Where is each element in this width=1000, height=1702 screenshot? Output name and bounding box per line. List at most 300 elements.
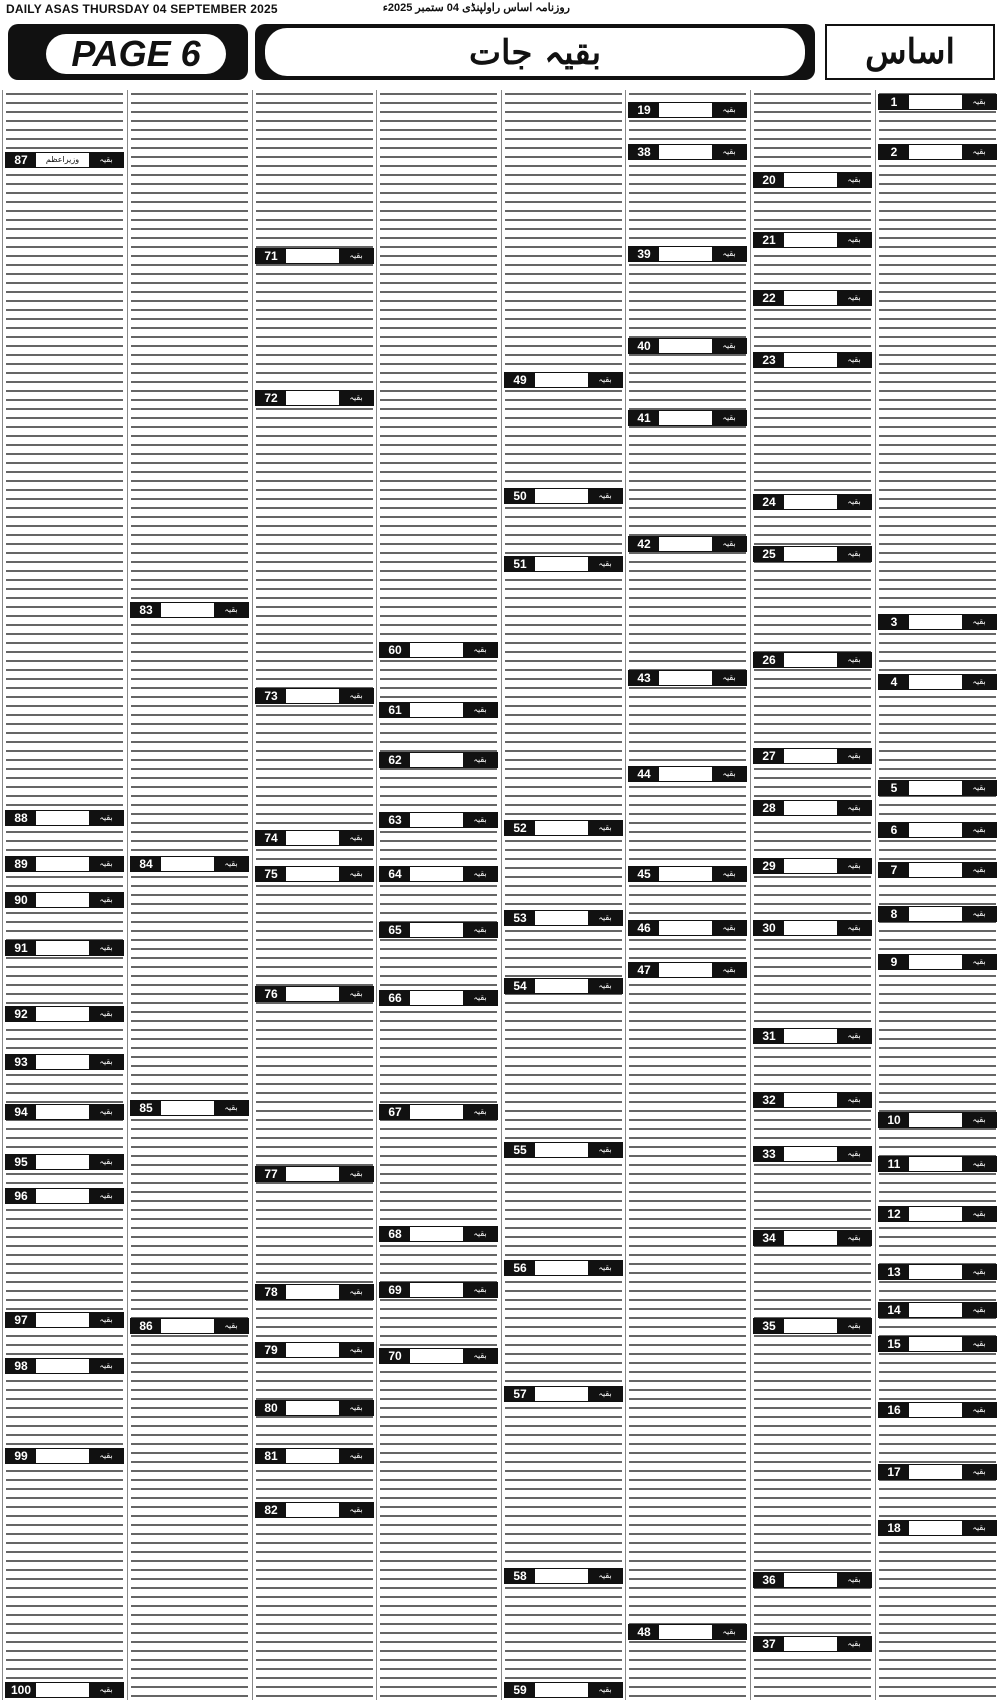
- continuation-number: 88: [6, 811, 36, 825]
- continuation-badge: [837, 1093, 871, 1107]
- continuation-number: 27: [754, 749, 784, 763]
- continuation-heading: [539, 1261, 584, 1275]
- continuation-word: بقیہ: [847, 497, 861, 506]
- continuation-tag: [753, 748, 872, 764]
- continuation-tag: [628, 766, 747, 782]
- continuation-word: بقیہ: [598, 981, 612, 990]
- continuation-tag: [5, 1188, 124, 1204]
- continuation-heading: [788, 921, 833, 935]
- continuation-heading: [913, 1113, 958, 1127]
- continuation-word: بقیہ: [598, 823, 612, 832]
- continuation-tag: [753, 232, 872, 248]
- continuation-tag: [504, 820, 623, 836]
- continuation-word: بقیہ: [224, 605, 238, 614]
- continuation-tag: [628, 144, 747, 160]
- continuation-tag: [504, 1260, 623, 1276]
- continuation-badge: [463, 991, 497, 1005]
- continuation-heading: [663, 767, 708, 781]
- continuation-word: بقیہ: [473, 1229, 487, 1238]
- body-text-lines: [131, 90, 248, 1700]
- continuation-badge: [339, 867, 373, 881]
- continuation-badge: [339, 987, 373, 1001]
- continuation-tag: [504, 1142, 623, 1158]
- continuation-number: 57: [505, 1387, 535, 1401]
- continuation-word: بقیہ: [99, 895, 113, 904]
- continuation-badge: [339, 1503, 373, 1517]
- continuation-badge: [588, 1387, 622, 1401]
- continuation-word: بقیہ: [473, 1107, 487, 1116]
- continuation-badge: [837, 495, 871, 509]
- continuation-badge: [463, 703, 497, 717]
- continuation-badge: [962, 863, 996, 877]
- continuation-badge: [339, 1449, 373, 1463]
- text-column: [501, 90, 625, 1700]
- continuation-word: بقیہ: [598, 375, 612, 384]
- continuation-tag: [504, 1682, 623, 1698]
- continuation-badge: [962, 1207, 996, 1221]
- continuation-word: بقیہ: [847, 175, 861, 184]
- continuation-heading: [539, 1143, 584, 1157]
- continuation-number: 1: [879, 95, 909, 109]
- continuation-badge: [837, 921, 871, 935]
- continuation-number: 65: [380, 923, 410, 937]
- continuation-heading: [788, 749, 833, 763]
- continuation-badge: [463, 923, 497, 937]
- continuation-word: بقیہ: [224, 859, 238, 868]
- continuation-badge: [837, 749, 871, 763]
- continuation-tag: [753, 1572, 872, 1588]
- continuation-number: 91: [6, 941, 36, 955]
- continuation-heading: [165, 857, 210, 871]
- continuation-tag: [379, 752, 498, 768]
- continuation-heading: [913, 1207, 958, 1221]
- continuation-number: 31: [754, 1029, 784, 1043]
- continuation-number: 36: [754, 1573, 784, 1587]
- continuation-tag: [878, 906, 997, 922]
- continuation-tag: [379, 642, 498, 658]
- continuation-number: 90: [6, 893, 36, 907]
- continuation-number: 7: [879, 863, 909, 877]
- continuation-heading: [414, 991, 459, 1005]
- continuation-tag: [379, 1348, 498, 1364]
- continuation-number: 66: [380, 991, 410, 1005]
- continuation-badge: [89, 941, 123, 955]
- continuation-heading: [539, 557, 584, 571]
- continuation-badge: [463, 1227, 497, 1241]
- continuation-tag: [379, 866, 498, 882]
- continuation-tag: [628, 338, 747, 354]
- continuation-word: بقیہ: [847, 1095, 861, 1104]
- continuation-badge: [712, 1625, 746, 1639]
- continuation-number: 75: [256, 867, 286, 881]
- continuation-tag: [753, 352, 872, 368]
- continuation-heading: [788, 495, 833, 509]
- continuation-number: 15: [879, 1337, 909, 1351]
- text-column: [625, 90, 749, 1700]
- continuation-number: 44: [629, 767, 659, 781]
- continuation-word: بقیہ: [847, 655, 861, 664]
- continuation-tag: [255, 1284, 374, 1300]
- continuation-tag: [878, 1464, 997, 1480]
- continuation-tag: [255, 390, 374, 406]
- continuation-tag: [753, 920, 872, 936]
- continuation-tag: [255, 1448, 374, 1464]
- continuation-word: بقیہ: [473, 925, 487, 934]
- continuation-word: بقیہ: [473, 993, 487, 1002]
- continuation-number: 39: [629, 247, 659, 261]
- continuation-number: 50: [505, 489, 535, 503]
- continuation-tag: [5, 1682, 124, 1698]
- continuation-heading: [788, 859, 833, 873]
- continuation-word: بقیہ: [722, 673, 736, 682]
- continuation-heading: [913, 1521, 958, 1535]
- continuation-badge: [89, 857, 123, 871]
- continuation-heading: [913, 675, 958, 689]
- continuation-word: بقیہ: [847, 1639, 861, 1648]
- page-header: [0, 20, 1000, 90]
- continuation-badge: [712, 671, 746, 685]
- continuation-number: 45: [629, 867, 659, 881]
- continuation-badge: [962, 823, 996, 837]
- continuation-tag: [753, 494, 872, 510]
- continuation-word: بقیہ: [99, 943, 113, 952]
- continuation-number: 30: [754, 921, 784, 935]
- continuation-heading: [913, 1303, 958, 1317]
- body-text-lines: [879, 90, 996, 1700]
- continuation-badge: [962, 1465, 996, 1479]
- continuation-heading: [40, 1155, 85, 1169]
- continuation-tag: [753, 546, 872, 562]
- continuation-tag: [379, 702, 498, 718]
- section-title: بقیہ جات: [265, 28, 805, 76]
- continuation-word: بقیہ: [972, 1209, 986, 1218]
- continuation-number: 3: [879, 615, 909, 629]
- newspaper-logo: اساس: [825, 24, 995, 80]
- continuation-number: 95: [6, 1155, 36, 1169]
- continuation-tag: [255, 986, 374, 1002]
- continuation-badge: [712, 339, 746, 353]
- continuation-tag: [130, 1100, 249, 1116]
- continuation-word: بقیہ: [972, 1115, 986, 1124]
- continuation-heading: [663, 671, 708, 685]
- continuation-number: 76: [256, 987, 286, 1001]
- continuation-tag: [5, 940, 124, 956]
- continuation-badge: [837, 1319, 871, 1333]
- continuation-word: بقیہ: [349, 1287, 363, 1296]
- continuation-number: 14: [879, 1303, 909, 1317]
- continuation-word: بقیہ: [847, 1149, 861, 1158]
- continuation-tag: [504, 1568, 623, 1584]
- continuation-heading: [913, 1157, 958, 1171]
- continuation-word: بقیہ: [473, 755, 487, 764]
- continuation-number: 61: [380, 703, 410, 717]
- continuation-heading: [788, 1147, 833, 1161]
- continuation-badge: [89, 1155, 123, 1169]
- continuation-heading: [663, 921, 708, 935]
- continuation-badge: [89, 1105, 123, 1119]
- continuation-heading: [788, 353, 833, 367]
- continuation-heading: [414, 753, 459, 767]
- continuation-badge: [214, 603, 248, 617]
- continuation-number: 81: [256, 1449, 286, 1463]
- continuation-number: 52: [505, 821, 535, 835]
- continuation-badge: [837, 1231, 871, 1245]
- continuation-tag: [753, 1028, 872, 1044]
- continuation-tag: [753, 1230, 872, 1246]
- continuation-badge: [588, 1569, 622, 1583]
- continuation-word: بقیہ: [349, 989, 363, 998]
- continuation-badge: [89, 1683, 123, 1697]
- body-text-lines: [754, 90, 871, 1700]
- continuation-word: بقیہ: [847, 861, 861, 870]
- continuation-word: بقیہ: [349, 1345, 363, 1354]
- continuation-tag: [5, 892, 124, 908]
- continuation-heading: [913, 1465, 958, 1479]
- continuation-badge: [89, 893, 123, 907]
- continuation-tag: [379, 1226, 498, 1242]
- continuation-number: 17: [879, 1465, 909, 1479]
- continuation-tag: [753, 652, 872, 668]
- continuation-badge: [962, 907, 996, 921]
- continuation-tag: [628, 536, 747, 552]
- continuation-tag: [628, 866, 747, 882]
- continuation-number: 12: [879, 1207, 909, 1221]
- continuation-heading: [290, 867, 335, 881]
- continuation-word: بقیہ: [972, 1159, 986, 1168]
- continuation-heading: [290, 1401, 335, 1415]
- continuation-number: 24: [754, 495, 784, 509]
- continuation-tag: [878, 822, 997, 838]
- continuation-badge: [962, 1113, 996, 1127]
- continuation-badge: [214, 1101, 248, 1115]
- continuation-word: بقیہ: [349, 869, 363, 878]
- continuation-heading: [290, 831, 335, 845]
- continuation-heading: [913, 1265, 958, 1279]
- continuation-tag: [504, 556, 623, 572]
- continuation-word: بقیہ: [972, 617, 986, 626]
- continuation-heading: [40, 1683, 85, 1697]
- continuation-badge: [89, 1189, 123, 1203]
- continuation-number: 86: [131, 1319, 161, 1333]
- continuation-badge: [339, 391, 373, 405]
- continuation-heading: [788, 801, 833, 815]
- continuation-word: بقیہ: [972, 1267, 986, 1276]
- continuation-columns: [2, 90, 998, 1700]
- continuation-badge: [962, 1303, 996, 1317]
- continuation-tag: [255, 1502, 374, 1518]
- continuation-badge: [588, 557, 622, 571]
- continuation-number: 10: [879, 1113, 909, 1127]
- continuation-number: 73: [256, 689, 286, 703]
- continuation-heading: [40, 811, 85, 825]
- continuation-heading: [165, 1101, 210, 1115]
- continuation-word: بقیہ: [598, 491, 612, 500]
- continuation-heading: [539, 1569, 584, 1583]
- continuation-badge: [588, 911, 622, 925]
- continuation-tag: [878, 1402, 997, 1418]
- continuation-tag: [379, 922, 498, 938]
- continuation-number: 2: [879, 145, 909, 159]
- continuation-heading: [40, 1189, 85, 1203]
- continuation-number: 51: [505, 557, 535, 571]
- continuation-number: 80: [256, 1401, 286, 1415]
- continuation-badge: [962, 955, 996, 969]
- continuation-tag: [753, 800, 872, 816]
- continuation-tag: [878, 1112, 997, 1128]
- continuation-tag: [878, 1156, 997, 1172]
- continuation-badge: [837, 859, 871, 873]
- continuation-word: بقیہ: [722, 249, 736, 258]
- continuation-heading: [414, 643, 459, 657]
- continuation-tag: [255, 688, 374, 704]
- continuation-word: بقیہ: [847, 549, 861, 558]
- continuation-number: 54: [505, 979, 535, 993]
- continuation-badge: [588, 373, 622, 387]
- continuation-badge: [837, 547, 871, 561]
- body-text-lines: [505, 90, 622, 1700]
- continuation-number: 47: [629, 963, 659, 977]
- continuation-heading: [40, 1313, 85, 1327]
- continuation-heading: وزیراعظم: [45, 155, 80, 164]
- continuation-number: 4: [879, 675, 909, 689]
- continuation-word: بقیہ: [722, 341, 736, 350]
- continuation-number: 64: [380, 867, 410, 881]
- continuation-word: بقیہ: [349, 1451, 363, 1460]
- continuation-tag: [628, 920, 747, 936]
- continuation-word: بقیہ: [99, 1361, 113, 1370]
- continuation-badge: [339, 689, 373, 703]
- continuation-word: بقیہ: [99, 1009, 113, 1018]
- continuation-number: 79: [256, 1343, 286, 1357]
- continuation-badge: [962, 1403, 996, 1417]
- continuation-badge: [463, 1105, 497, 1119]
- continuation-heading: [788, 1637, 833, 1651]
- continuation-heading: [414, 1227, 459, 1241]
- continuation-badge: [463, 643, 497, 657]
- continuation-heading: [414, 1283, 459, 1297]
- continuation-word: بقیہ: [847, 1321, 861, 1330]
- continuation-badge: [712, 145, 746, 159]
- continuation-heading: [913, 145, 958, 159]
- continuation-number: 13: [879, 1265, 909, 1279]
- continuation-heading: [788, 291, 833, 305]
- continuation-badge: [463, 753, 497, 767]
- continuation-word: بقیہ: [349, 691, 363, 700]
- continuation-heading: [290, 987, 335, 1001]
- continuation-heading: [663, 339, 708, 353]
- continuation-word: بقیہ: [972, 677, 986, 686]
- continuation-badge: [588, 1683, 622, 1697]
- continuation-tag: [5, 1448, 124, 1464]
- continuation-word: بقیہ: [972, 97, 986, 106]
- continuation-badge: [89, 811, 123, 825]
- continuation-word: بقیہ: [473, 815, 487, 824]
- continuation-tag: [130, 1318, 249, 1334]
- continuation-word: بقیہ: [972, 1467, 986, 1476]
- continuation-word: بقیہ: [598, 559, 612, 568]
- page-number: PAGE 6: [46, 34, 226, 74]
- continuation-word: بقیہ: [722, 769, 736, 778]
- continuation-word: بقیہ: [972, 1405, 986, 1414]
- continuation-heading: [539, 911, 584, 925]
- continuation-word: بقیہ: [99, 1191, 113, 1200]
- continuation-word: بقیہ: [722, 965, 736, 974]
- continuation-tag: [255, 1166, 374, 1182]
- continuation-tag: [753, 858, 872, 874]
- continuation-word: بقیہ: [847, 751, 861, 760]
- text-column: [376, 90, 500, 1700]
- continuation-badge: [214, 857, 248, 871]
- continuation-badge: [962, 95, 996, 109]
- dateline-urdu: روزنامہ اساس راولپنڈی 04 ستمبر 2025ء: [382, 2, 570, 14]
- continuation-number: 72: [256, 391, 286, 405]
- continuation-tag: [878, 862, 997, 878]
- continuation-heading: [788, 1573, 833, 1587]
- continuation-badge: [837, 291, 871, 305]
- continuation-heading: [165, 1319, 210, 1333]
- continuation-heading: [40, 1359, 85, 1373]
- continuation-heading: [663, 411, 708, 425]
- continuation-word: بقیہ: [99, 155, 113, 164]
- continuation-tag: [753, 172, 872, 188]
- continuation-word: بقیہ: [99, 1057, 113, 1066]
- continuation-tag: [504, 488, 623, 504]
- continuation-number: 69: [380, 1283, 410, 1297]
- dateline-bar: [0, 0, 1000, 18]
- continuation-word: بقیہ: [722, 105, 736, 114]
- continuation-heading: [913, 863, 958, 877]
- continuation-badge: [89, 1007, 123, 1021]
- section-title-box: [255, 24, 815, 80]
- continuation-heading: [663, 247, 708, 261]
- continuation-word: بقیہ: [99, 1157, 113, 1166]
- continuation-number: 100: [6, 1683, 36, 1697]
- continuation-badge: [837, 1573, 871, 1587]
- continuation-heading: [913, 1403, 958, 1417]
- continuation-tag: [878, 94, 997, 110]
- continuation-tag: [379, 812, 498, 828]
- continuation-badge: [588, 489, 622, 503]
- continuation-word: بقیہ: [972, 1339, 986, 1348]
- continuation-word: بقیہ: [722, 1627, 736, 1636]
- continuation-word: بقیہ: [847, 355, 861, 364]
- continuation-badge: [339, 1167, 373, 1181]
- continuation-heading: [290, 249, 335, 263]
- continuation-number: 70: [380, 1349, 410, 1363]
- continuation-heading: [788, 1029, 833, 1043]
- continuation-heading: [788, 1319, 833, 1333]
- continuation-number: 20: [754, 173, 784, 187]
- continuation-word: بقیہ: [473, 645, 487, 654]
- continuation-word: بقیہ: [972, 147, 986, 156]
- continuation-word: بقیہ: [722, 539, 736, 548]
- continuation-number: 6: [879, 823, 909, 837]
- continuation-word: بقیہ: [972, 825, 986, 834]
- continuation-heading: [663, 537, 708, 551]
- continuation-badge: [712, 921, 746, 935]
- continuation-tag: [878, 1336, 997, 1352]
- continuation-number: 59: [505, 1683, 535, 1697]
- continuation-word: بقیہ: [99, 813, 113, 822]
- continuation-badge: [588, 1261, 622, 1275]
- continuation-number: 38: [629, 145, 659, 159]
- text-column: [750, 90, 874, 1700]
- continuation-tag: [878, 1206, 997, 1222]
- continuation-heading: [788, 547, 833, 561]
- continuation-number: 94: [6, 1105, 36, 1119]
- continuation-tag: [878, 1264, 997, 1280]
- continuation-badge: [962, 145, 996, 159]
